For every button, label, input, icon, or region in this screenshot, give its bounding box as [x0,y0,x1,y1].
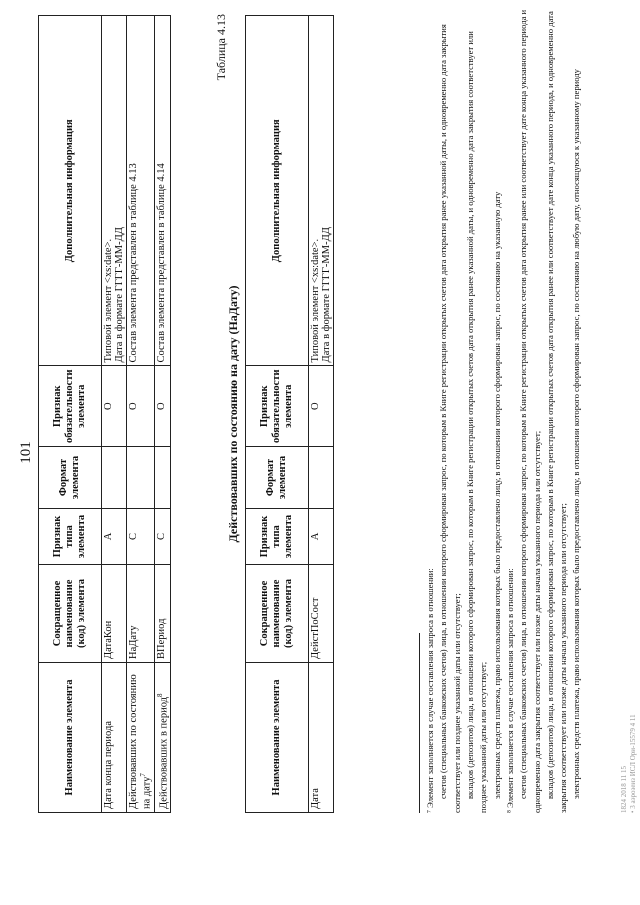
footnote-line: электронных средств платежа, право использования которых было предоставлено лицу, в отношении которого сформирован запрос, по состоянию на указанную дату [491,191,502,799]
footnote-line: счетов (специальных банковских счетов) лица, в отношении которого сформирован запрос, по которым в Книге регистрации открытых счетов дата открытия ранее указанной даты, и одновременно дата закрытия соответствует или позднее указанной даты или отсутствует; [438,24,462,813]
page-number: 101 [18,441,34,464]
registration-stamp [620,714,638,813]
header-cell: Дополнительная информация [39,16,102,366]
element-info [102,16,127,366]
stamp-line: • 3 аэрозеиз ИСЛ Ори-15579 4 11 [629,714,638,813]
element-name-text: Действовавших в период [158,697,169,809]
footnote-divider [419,633,420,813]
stamp-line: 1824 2018 11 15 [620,766,628,813]
elements-table-on-date [245,15,334,813]
element-code: ДейстПоСост [309,565,334,663]
table-row [309,16,334,813]
table-row [154,16,171,813]
header-cell: Признак типа элемента [246,509,309,565]
element-format [309,447,334,509]
footnote-line: электронных средств платежа, право использования которых было предоставлено лицу, в отношении которого сформирован запрос, по состоянию на любую дату, относящуюся к указанному периоду [571,69,582,799]
element-required: О [102,366,127,447]
element-format [127,447,155,509]
element-name: Дата [309,663,334,813]
element-type: С [127,509,155,565]
info-line: Состав элемента представлен в таблице 4.14 [155,163,167,363]
header-cell: Наименование элемента [246,663,309,813]
element-type: С [154,509,171,565]
header-cell: Признак типа элемента [39,509,102,565]
element-code: НаДату [127,565,155,663]
element-required: О [154,366,171,447]
element-format [102,447,127,509]
header-cell: Формат элемента [246,447,309,509]
footnote-line: вкладов (депозитов) лица, в отношении которого сформирован запрос, по которым в Книге регистрации открытых счетов дата открытия ранее или соответствует дате конца указанного периода, и одновременно дата закрытия соответствует или позже даты начала указанного периода или отсутствует; [544,11,569,813]
element-required: О [127,366,155,447]
element-name-text: Действовавших по состоянию на дату [128,674,153,809]
element-info [154,16,171,366]
element-name [127,663,155,813]
element-code: ДатаКон [102,565,127,663]
elements-table-period [38,15,171,813]
element-required: О [309,366,334,447]
element-code: ВПериод [154,565,171,663]
table-row [102,16,127,813]
info-line: Дата в формате ГГГГ-ММ-ДД [321,227,332,363]
table-row [127,16,155,813]
footnote-ref: 7 [139,773,147,777]
footnotes [424,8,584,813]
element-name [154,663,171,813]
info-line: Дата в формате ГГГГ-ММ-ДД [114,227,125,363]
footnote-line: ⁸ Элемент заполняется в случае составления запроса в отношении: [504,568,515,813]
header-cell: Признак обязательности элемента [246,366,309,447]
header-cell: Признак обязательности элемента [39,366,102,447]
element-format [154,447,171,509]
footnote-line: вкладов (депозитов) лица, в отношении которого сформирован запрос, по которым в Книге регистрации открытых счетов дата открытия ранее указанной даты, и одновременно дата закрытия соответствует или позднее указанной даты или отсутствует; [464,31,489,813]
footnote-ref: 8 [155,693,164,697]
header-cell: Наименование элемента [39,663,102,813]
info-line: Типовой элемент <xs:date>. [103,238,114,363]
element-name: Дата конца периода [102,663,127,813]
header-cell: Формат элемента [39,447,102,509]
table-number-caption: Таблица 4.13 [214,14,228,81]
element-info [309,16,334,366]
info-line: Состав элемента представлен в таблице 4.13 [128,163,139,363]
table-title: Действовавших по состоянию на дату (НаДату) [226,285,240,543]
info-line: Типовой элемент <xs:date>. [310,238,321,363]
footnote-line: счетов (специальных банковских счетов) лица, в отношении которого сформирован запрос, по которым в Книге регистрации открытых счетов дата открытия ранее или соответствует дате конца указанного периода и одновременно дата закрытия соответствует или позже даты начала указанного периода или отсутствует; [518,9,542,813]
footnote-line: ⁷ Элемент заполняется в случае составления запроса в отношении: [425,568,435,813]
element-type: А [309,509,334,565]
header-cell: Сокращенное наименование (код) элемента [246,565,309,663]
table-header-row [246,16,309,813]
header-cell: Дополнительная информация [246,16,309,366]
header-cell: Сокращенное наименование (код) элемента [39,565,102,663]
element-info [127,16,155,366]
table-header-row [39,16,102,813]
element-type: А [102,509,127,565]
